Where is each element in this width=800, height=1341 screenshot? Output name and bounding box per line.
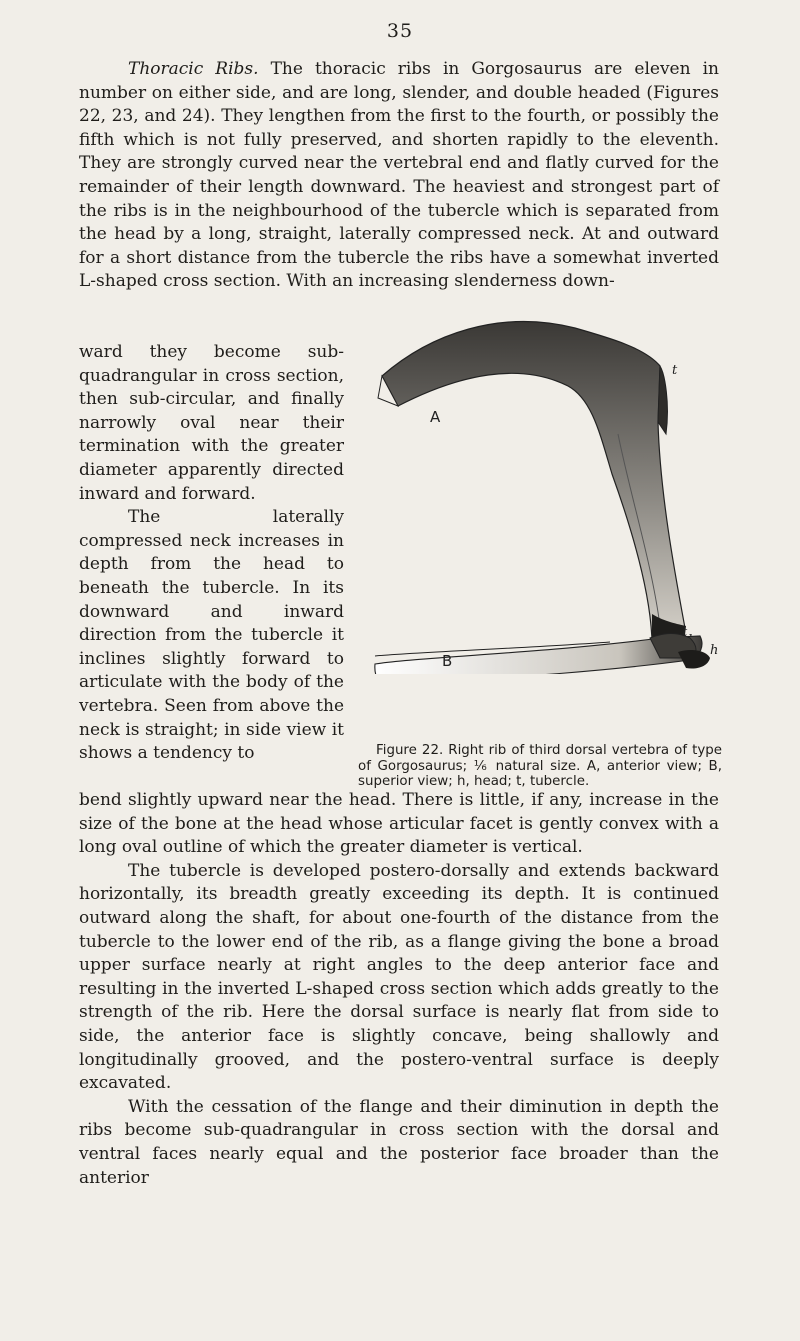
paragraph-4: With the cessation of the flange and their diminution in depth the ribs become sub-quadrangular in cross section with the dorsal and ventral faces nearly equal and the posterior face broader than the anterior (79, 1096, 719, 1188)
body-text-bottom (79, 789, 719, 1190)
superior-head (678, 650, 710, 669)
label-a: A (430, 408, 441, 426)
wrapped-text-column (79, 341, 344, 766)
label-h-b: h (710, 643, 719, 658)
paragraph-2-continued: bend slightly upward near the head. There is little, if any, increase in the size of the bone at the head whose articular facet is gently convex with a long oval outline of which the greater diameter is vertical. (79, 790, 719, 858)
figure-caption (358, 743, 722, 790)
rib-anterior-shape (382, 322, 685, 646)
rib-figure (360, 314, 725, 674)
section-heading: Thoracic Ribs. (128, 59, 259, 79)
tubercle-shape (658, 366, 667, 434)
paragraph-1-continued: ward they become sub-quadrangular in cross section, then sub-circular, and finally narrowly oval near their termination with the greater diameter apparently directed inward and forward. (79, 342, 344, 504)
figure-caption-text: Figure 22. Right rib of third dorsal vertebra of type of Gorgosaurus; ⅙ natural size. A, anterior view; B, superior view; h, head; t, tubercle. (358, 743, 722, 789)
paragraph-3: The tubercle is developed postero-dorsally and extends backward horizontally, its breadth greatly exceeding its depth. It is continued outward along the shaft, for about one-fourth of the distance from the tubercle to the lower end of the rib, as a flange giving the bone a broad upper surface nearly at right angles to the deep anterior face and resulting in the inverted L-shaped cross section which adds greatly to the strength of the rib. Here the dorsal surface is nearly flat from side to side, the anterior face is slightly concave, being shallowly and longitudinally grooved, and the postero-ventral surface is deeply excavated. (79, 860, 719, 1094)
label-t-b: t (682, 625, 688, 640)
paragraph-1-text: The thoracic ribs in Gorgosaurus are eleven in number on either side, and are long, slender, and double headed (Figures 22, 23, and 24). They lengthen from the first to the fourth, or possibly the fifth which is not fully preserved, and shorten rapidly to the eleventh. They are strongly curved near the vertebral end and flatly curved for the remainder of their length downward. The heaviest and strongest part of the ribs is in the neighbourhood of the tubercle which is separated from the head by a long, straight, laterally compressed neck. At and outward for a short distance from the tubercle the ribs have a somewhat inverted L-shaped cross section. With an increasing slenderness down- (79, 59, 719, 292)
paragraph-2: The laterally compressed neck increases in depth from the head to beneath the tubercle. In its downward and inward direction from the tubercle it inclines slightly forward to articulate with the body of the vertebra. Seen from above the neck is straight; in side view it shows a tendency to (79, 507, 344, 764)
page-number: 35 (386, 20, 414, 42)
label-b: B (442, 652, 453, 670)
anterior-view-drawing (378, 322, 696, 648)
body-text-top (79, 58, 719, 294)
paragraph-thoracic-ribs (79, 58, 719, 294)
label-t-a: t (672, 363, 678, 378)
